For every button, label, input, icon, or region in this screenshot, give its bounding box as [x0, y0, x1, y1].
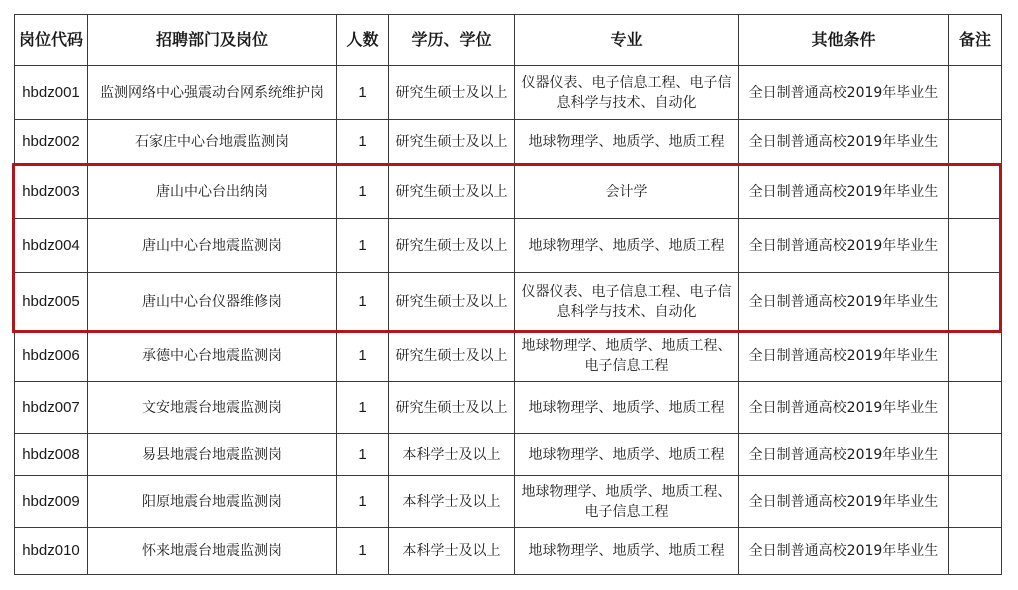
cell-major: 地球物理学、地质学、地质工程 [515, 120, 739, 165]
cell-other: 全日制普通高校2019年毕业生 [739, 66, 949, 120]
cell-count: 1 [337, 331, 389, 382]
table-row [15, 434, 1002, 476]
header-major: 专业 [515, 15, 739, 66]
cell-count: 1 [337, 219, 389, 273]
table-row [15, 528, 1002, 575]
cell-count: 1 [337, 476, 389, 528]
job-table-wrapper [14, 14, 1002, 575]
cell-note [949, 528, 1002, 575]
cell-code: hbdz005 [15, 273, 88, 331]
cell-code: hbdz003 [15, 165, 88, 219]
cell-count: 1 [337, 165, 389, 219]
header-edu: 学历、学位 [389, 15, 515, 66]
cell-dept: 文安地震台地震监测岗 [88, 382, 337, 434]
cell-edu: 研究生硕士及以上 [389, 165, 515, 219]
cell-edu: 研究生硕士及以上 [389, 120, 515, 165]
cell-major: 仪器仪表、电子信息工程、电子信息科学与技术、自动化 [515, 273, 739, 331]
job-table [14, 14, 1002, 575]
cell-major: 地球物理学、地质学、地质工程、电子信息工程 [515, 476, 739, 528]
cell-note [949, 382, 1002, 434]
header-count: 人数 [337, 15, 389, 66]
table-row [15, 476, 1002, 528]
cell-code: hbdz004 [15, 219, 88, 273]
table-row [15, 219, 1002, 273]
cell-code: hbdz002 [15, 120, 88, 165]
cell-count: 1 [337, 434, 389, 476]
cell-dept: 承德中心台地震监测岗 [88, 331, 337, 382]
cell-major: 地球物理学、地质学、地质工程 [515, 434, 739, 476]
cell-dept: 阳原地震台地震监测岗 [88, 476, 337, 528]
table-row [15, 120, 1002, 165]
cell-major: 地球物理学、地质学、地质工程 [515, 382, 739, 434]
header-dept: 招聘部门及岗位 [88, 15, 337, 66]
cell-edu: 研究生硕士及以上 [389, 66, 515, 120]
cell-edu: 研究生硕士及以上 [389, 331, 515, 382]
cell-note [949, 219, 1002, 273]
table-row [15, 273, 1002, 331]
cell-code: hbdz009 [15, 476, 88, 528]
cell-other: 全日制普通高校2019年毕业生 [739, 165, 949, 219]
cell-other: 全日制普通高校2019年毕业生 [739, 434, 949, 476]
cell-dept: 唐山中心台出纳岗 [88, 165, 337, 219]
cell-count: 1 [337, 120, 389, 165]
cell-dept: 唐山中心台仪器维修岗 [88, 273, 337, 331]
table-row [15, 331, 1002, 382]
cell-dept: 怀来地震台地震监测岗 [88, 528, 337, 575]
cell-code: hbdz010 [15, 528, 88, 575]
cell-other: 全日制普通高校2019年毕业生 [739, 331, 949, 382]
cell-major: 仪器仪表、电子信息工程、电子信息科学与技术、自动化 [515, 66, 739, 120]
cell-other: 全日制普通高校2019年毕业生 [739, 382, 949, 434]
cell-code: hbdz008 [15, 434, 88, 476]
cell-count: 1 [337, 382, 389, 434]
cell-edu: 研究生硕士及以上 [389, 382, 515, 434]
cell-dept: 易县地震台地震监测岗 [88, 434, 337, 476]
cell-dept: 唐山中心台地震监测岗 [88, 219, 337, 273]
cell-edu: 研究生硕士及以上 [389, 219, 515, 273]
table-row [15, 165, 1002, 219]
cell-major: 地球物理学、地质学、地质工程 [515, 528, 739, 575]
cell-edu: 研究生硕士及以上 [389, 273, 515, 331]
cell-note [949, 120, 1002, 165]
header-note: 备注 [949, 15, 1002, 66]
cell-other: 全日制普通高校2019年毕业生 [739, 219, 949, 273]
cell-edu: 本科学士及以上 [389, 434, 515, 476]
header-other: 其他条件 [739, 15, 949, 66]
table-row [15, 66, 1002, 120]
cell-code: hbdz001 [15, 66, 88, 120]
cell-code: hbdz006 [15, 331, 88, 382]
table-row [15, 382, 1002, 434]
cell-count: 1 [337, 273, 389, 331]
cell-note [949, 165, 1002, 219]
cell-major: 地球物理学、地质学、地质工程 [515, 219, 739, 273]
cell-edu: 本科学士及以上 [389, 476, 515, 528]
cell-other: 全日制普通高校2019年毕业生 [739, 120, 949, 165]
cell-count: 1 [337, 66, 389, 120]
cell-edu: 本科学士及以上 [389, 528, 515, 575]
cell-major: 地球物理学、地质学、地质工程、电子信息工程 [515, 331, 739, 382]
cell-dept: 监测网络中心强震动台网系统维护岗 [88, 66, 337, 120]
cell-count: 1 [337, 528, 389, 575]
cell-code: hbdz007 [15, 382, 88, 434]
cell-other: 全日制普通高校2019年毕业生 [739, 476, 949, 528]
cell-note [949, 476, 1002, 528]
cell-note [949, 273, 1002, 331]
cell-note [949, 331, 1002, 382]
cell-note [949, 434, 1002, 476]
header-row [15, 15, 1002, 66]
cell-other: 全日制普通高校2019年毕业生 [739, 528, 949, 575]
header-code: 岗位代码 [15, 15, 88, 66]
cell-dept: 石家庄中心台地震监测岗 [88, 120, 337, 165]
cell-major: 会计学 [515, 165, 739, 219]
cell-note [949, 66, 1002, 120]
cell-other: 全日制普通高校2019年毕业生 [739, 273, 949, 331]
